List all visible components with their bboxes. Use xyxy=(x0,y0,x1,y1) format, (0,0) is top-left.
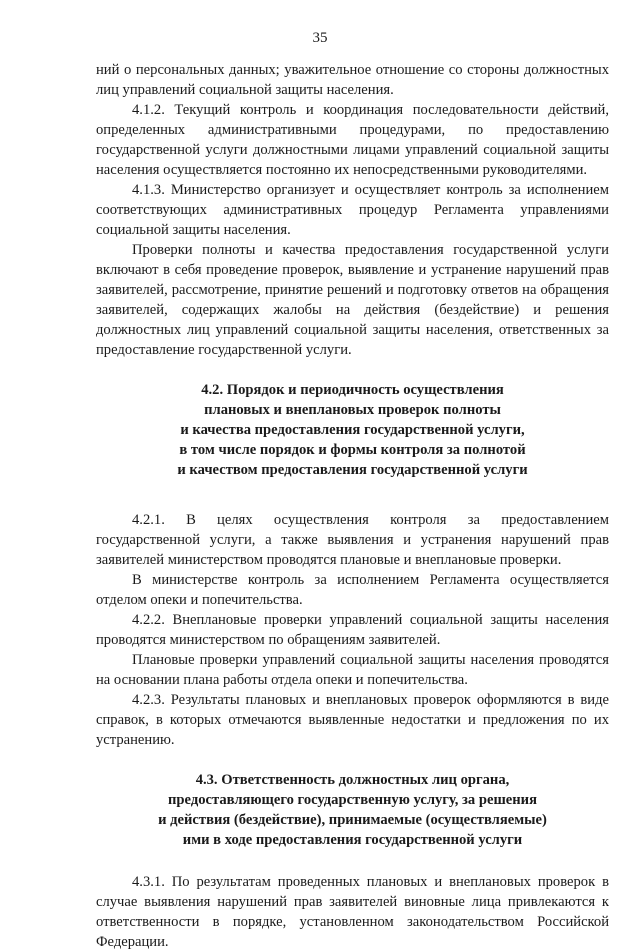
heading-line: и качеством предоставления государственной услуги xyxy=(177,462,528,478)
paragraph-4-2-2: 4.2.2. Внеплановые проверки управлений социальной защиты населения проводятся министерством по обращениям заявителей. xyxy=(96,612,609,648)
paragraph-checks: Проверки полноты и качества предоставления государственной услуги включают в себя проведение проверок, выявление и устранение нарушений прав заявителей, рассмотрение, принятие решений и подготовку ответов на обращения заявителей, содержащих жалобы на действия (бездействие) и решения должностных лиц управлений социальной защиты населения, ответственных за предоставление государственной услуги. xyxy=(96,242,609,358)
heading-line: предоставляющего государственную услугу, за решения xyxy=(168,792,537,808)
page-content xyxy=(96,60,609,952)
heading-line: и действия (бездействие), принимаемые (осуществляемые) xyxy=(158,812,547,828)
section-heading-4-2 xyxy=(96,380,609,480)
paragraph-4-2-1: 4.2.1. В целях осуществления контроля за предоставлением государственной услуги, а также выявления и устранения нарушений прав заявителей министерством проводятся плановые и внеплановые проверки. xyxy=(96,512,609,568)
heading-line: плановых и внеплановых проверок полноты xyxy=(204,402,501,418)
heading-line: 4.2. Порядок и периодичность осуществления xyxy=(201,382,504,398)
paragraph-planned-checks: Плановые проверки управлений социальной защиты населения проводятся на основании плана работы отдела опеки и попечительства. xyxy=(96,652,609,688)
paragraph-4-2-3: 4.2.3. Результаты плановых и внеплановых проверок оформляются в виде справок, в которых отмечаются выявленные недостатки и предложения по их устранению. xyxy=(96,692,609,748)
heading-line: и качества предоставления государственной услуги, xyxy=(180,422,525,438)
heading-line: 4.3. Ответственность должностных лиц органа, xyxy=(195,772,510,788)
paragraph-ministry-control: В министерстве контроль за исполнением Регламента осуществляется отделом опеки и попечительства. xyxy=(96,572,609,608)
paragraph-continuation: ний о персональных данных; уважительное отношение со стороны должностных лиц управлений социальной защиты населения. xyxy=(96,62,609,98)
section-heading-4-3 xyxy=(96,770,609,850)
paragraph-4-1-2: 4.1.2. Текущий контроль и координация последовательности действий, определенных административными процедурами, по предоставлению государственной услуги должностными лицами управлений социальной защиты населения осуществляется постоянно их непосредственными руководителями. xyxy=(96,102,609,178)
page-number: 35 xyxy=(312,30,328,46)
heading-line: ими в ходе предоставления государственной услуги xyxy=(182,832,523,848)
heading-line: в том числе порядок и формы контроля за полнотой xyxy=(179,442,526,458)
paragraph-4-1-3: 4.1.3. Министерство организует и осуществляет контроль за исполнением соответствующих административных процедур Регламента управлениями социальной защиты населения. xyxy=(96,182,609,238)
paragraph-4-3-1: 4.3.1. По результатам проведенных плановых и внеплановых проверок в случае выявления нарушений прав заявителей виновные лица привлекаются к ответственности в порядке, установленном законодательством Российской Федерации. xyxy=(96,874,609,950)
